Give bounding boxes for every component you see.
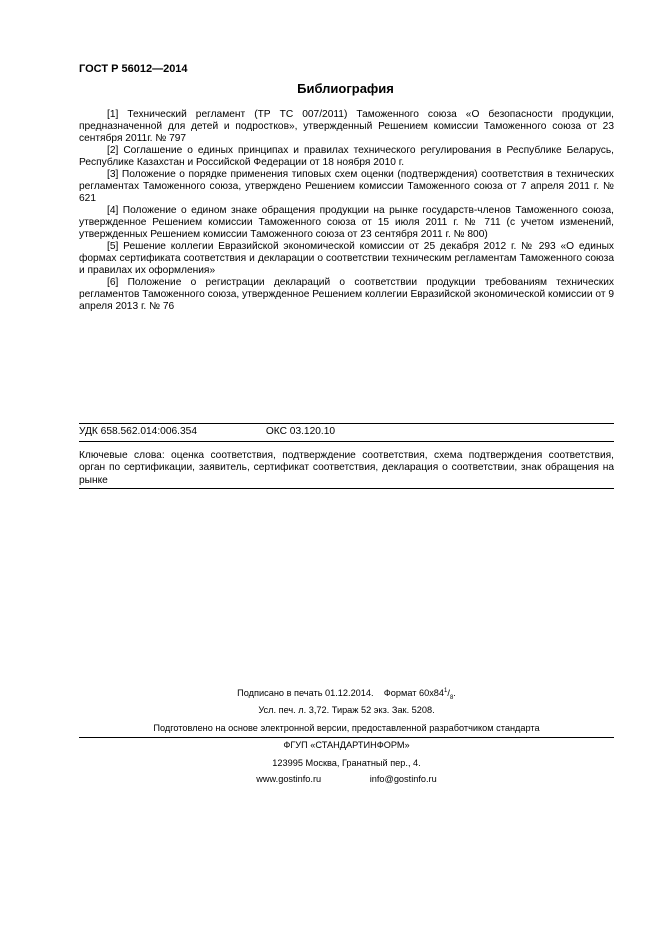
signed-date: Подписано в печать 01.12.2014. — [237, 688, 374, 698]
bibliography-entry-1: [1] Технический регламент (ТР ТС 007/2011) Таможенного союза «О безопасности продукции, предназначенной для детей и подростков», утвержденный Решением комиссии Таможенного союза от 23 сентября 2011г. № 797 — [79, 109, 614, 144]
keywords: Ключевые слова: оценка соответствия, подтверждение соответствия, схема подтверждения соответствия, орган по сертификации, заявитель, сертификат соответствия, декларация о соответствии, знак обращения на рынке — [79, 450, 614, 486]
standard-code: ГОСТ Р 56012—2014 — [79, 63, 188, 75]
bibliography-entry-5: [5] Решение коллегии Евразийской экономической комиссии от 25 декабря 2012 г. № 293 «О единых формах сертификата соответствия и декларации о соответствии техническим регламентам Таможенного союза и правилах их оформления» — [79, 241, 614, 276]
bibliography-entry-2: [2] Соглашение о единых принципах и правилах технического регулирования в Республике Беларусь, Республике Казахстан и Российской Федерации от 18 ноября 2010 г. — [79, 145, 614, 168]
format-fraction-numerator: 1 — [444, 687, 448, 694]
bibliography-list — [79, 109, 614, 313]
classification-row — [79, 426, 614, 437]
imprint-prepared-line: Подготовлено на основе электронной версии, предоставленной разработчиком стандарта — [153, 723, 540, 733]
format-label: Формат 60х84 — [383, 688, 445, 698]
bibliography-entry-4: [4] Положение о едином знаке обращения продукции на рынке государств-членов Таможенного союза, утвержденное Решением комиссии Таможенного союза от 15 июля 2011 г. № 711 (с учетом изменений, утвержденных Решением комиссии Таможенного союза от 23 сентября 2011 г. № 800) — [79, 205, 614, 240]
publisher-contacts — [79, 774, 614, 784]
section-title: Библиография — [297, 81, 394, 96]
imprint-print-line: Усл. печ. л. 3,72. Тираж 52 экз. Зак. 5208. — [258, 705, 435, 715]
imprint-divider — [79, 737, 614, 738]
divider-top — [79, 423, 614, 424]
publisher-address: 123995 Москва, Гранатный пер., 4. — [272, 758, 421, 768]
format-fraction-denominator: 8 — [449, 694, 454, 701]
udk-code: УДК 658.562.014:006.354 — [79, 426, 197, 437]
bibliography-entry-6: [6] Положение о регистрации деклараций о соответствии продукции требованиям технических регламентов Таможенного союза, утвержденное Решением коллегии Евразийской экономической комиссии от 9 апреля 2013 г. № 76 — [79, 277, 614, 312]
divider-middle — [79, 441, 614, 442]
okc-code: ОКС 03.120.10 — [265, 426, 336, 437]
bibliography-entry-3: [3] Положение о порядке применения типовых схем оценки (подтверждения) соответствия в технических регламентах Таможенного союза, утверждено Решением комиссии Таможенного союза от 7 апреля 2011 г. № 621 — [79, 169, 614, 204]
publisher-name: ФГУП «СТАНДАРТИНФОРМ» — [283, 740, 410, 750]
imprint-signed-line: Подписано в печать 01.12.2014. Формат $60х84^1/_8$. — [237, 687, 456, 701]
format-suffix: . — [453, 688, 456, 698]
website-link[interactable]: www.gostinfo.ru — [256, 774, 322, 784]
divider-bottom — [79, 488, 614, 489]
email-link[interactable]: info@gostinfo.ru — [369, 774, 437, 784]
